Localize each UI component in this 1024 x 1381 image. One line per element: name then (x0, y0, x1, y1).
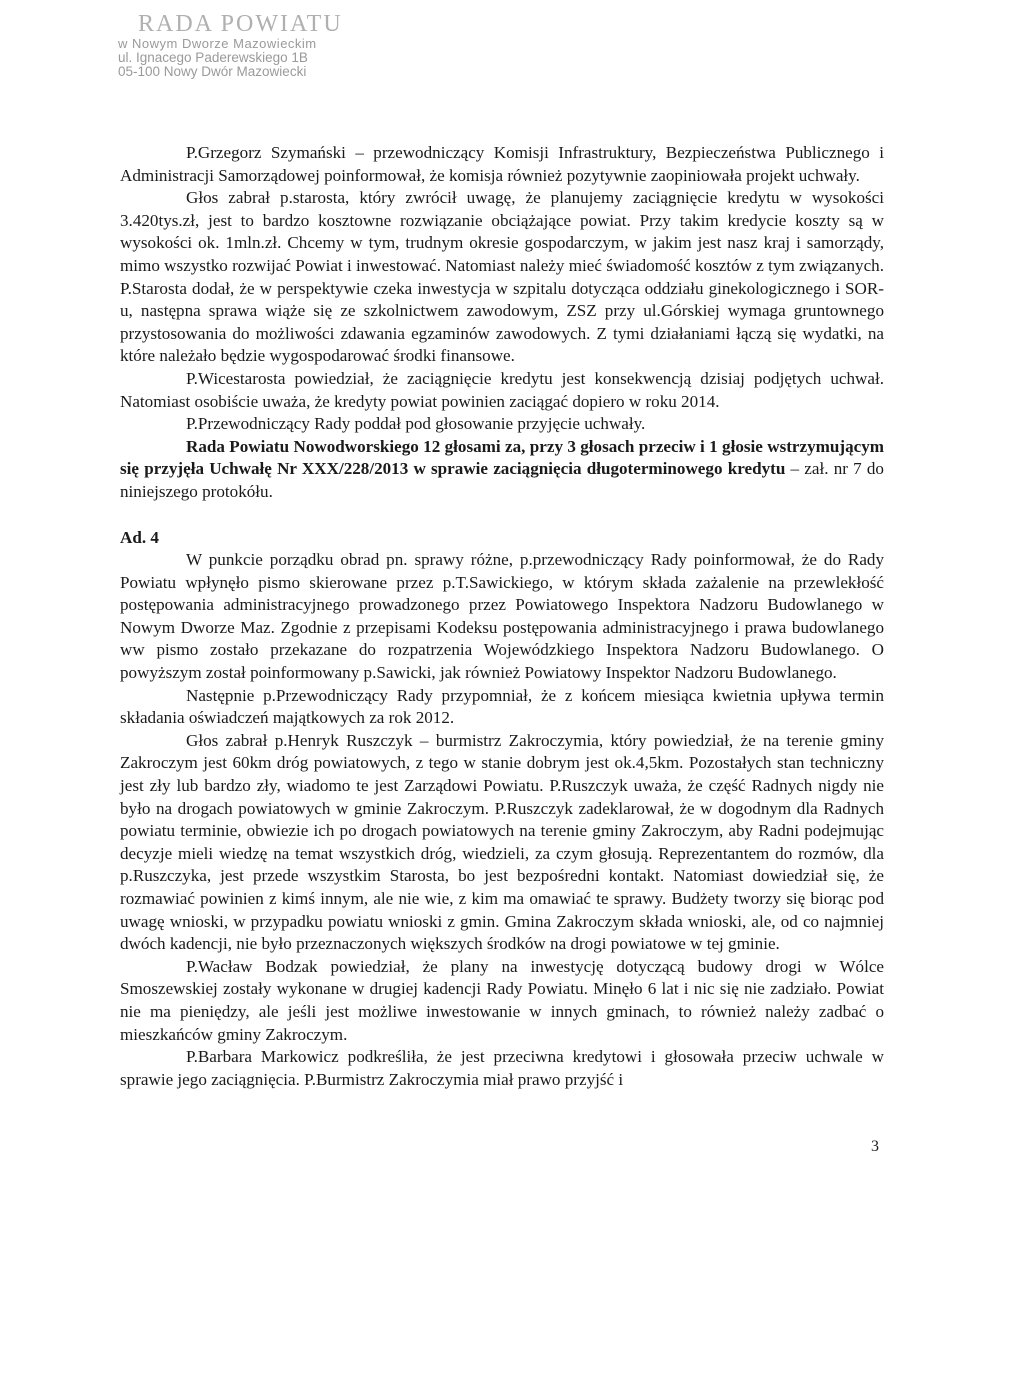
paragraph: P.Grzegorz Szymański – przewodniczący Komisji Infrastruktury, Bezpieczeństwa Publicznego i Administracji Samorządowej poinformował, że komisja również pozytywnie zaopiniowała projekt uchwały. (120, 143, 884, 185)
paragraph: W punkcie porządku obrad pn. sprawy różne, p.przewodniczący Rady poinformował, że do Rady Powiatu wpłynęło pismo skierowane przez p.T.Sawickiego, w którym składa zażalenie na przewlekłość postępowania administracyjnego prowadzonego przez Powiatowego Inspektora Nadzoru Budowlanego w Nowym Dworze Maz. Zgodnie z przepisami Kodeksu postępowania administracyjnego i prawa budowlanego ww pismo zostało przekazane do rozpatrzenia Wojewódzkiego Inspektora Nadzoru Budowlanego. O powyższym został poinformowany p.Sawicki, jak również Powiatowy Inspektor Nadzoru Budowlanego. (120, 550, 884, 683)
stamp-line-1: RADA POWIATU (138, 11, 343, 37)
paragraph: Głos zabrał p.starosta, który zwrócił uwagę, że planujemy zaciągnięcie kredytu w wysokości 3.420tys.zł, jest to bardzo kosztowne rozwiązanie obciążające powiat. Przy takim kredycie koszty są w wysokości ok. 1mln.zł. Chcemy w tym, trudnym okresie gospodarczym, w jakim jest nasz kraj i samorządy, mimo wszystko rozwijać Powiat i inwestować. Natomiast należy mieć świadomość kosztów z tym związanych. P.Starosta dodał, że w perspektywie czeka inwestycja w szpitalu dotycząca oddziału ginekologicznego i SOR-u, następna sprawa wiąże się ze szkolnictwem zawodowym, ZSZ przy ul.Górskiej wymaga gruntownego przystosowania do możliwości zdawania egzaminów zawodowych. Z tymi działaniami łączą się wydatki, na które należało będzie wygospodarować środki finansowe. (120, 188, 884, 366)
stamp-line-4: 05-100 Nowy Dwór Mazowiecki (118, 64, 307, 79)
document-body (120, 142, 884, 1091)
council-stamp (118, 12, 358, 79)
paragraph: Głos zabrał p.Henryk Ruszczyk – burmistrz Zakroczymia, który powiedział, że na terenie gminy Zakroczym jest 60km dróg powiatowych, z tego w stanie dobrym jest ok.4,5km. Pozostałych stan techniczny jest zły lub bardzo zły, wiadomo te jest Zarządowi Powiatu. P.Ruszczyk uważa, że część Radnych nigdy nie było na drogach powiatowych w gminie Zakroczym. P.Ruszczyk zadeklarował, że w dogodnym dla Radnych powiatu terminie, obwiezie ich po drogach powiatowych na terenie gminy Zakroczym, aby Radni podejmując decyzje mieli wiedzę na temat wszystkich dróg, wiedzieli, za czym głosują. Reprezentantem do rozmów, dla p.Ruszczyka, jest przede wszystkim Starosta, bo jest bezpośredni kontakt. Natomiast dowiedział się, że rozmawiać powinien z kimś innym, ale nie wie, z kim ma omawiać te sprawy. Budżety tworzy się biorąc pod uwagę wnioski, w przypadku powiatu wnioski z gmin. Gmina Zakroczym składa wnioski, ale, od co najmniej dwóch kadencji, nie było przeznaczonych większych środków na drogi powiatowe w tej gminie. (120, 730, 884, 954)
paragraph: P.Barbara Markowicz podkreśliła, że jest przeciwna kredytowi i głosowała przeciw uchwale w sprawie jego zaciągnięcia. P.Burmistrz Zakroczymia miał prawo przyjść i (120, 1047, 884, 1089)
stamp-line-2: w Nowym Dworze Mazowieckim (118, 36, 317, 52)
stamp-line-3: ul. Ignacego Paderewskiego 1B (118, 49, 308, 65)
resolution-paragraph (120, 436, 884, 504)
page-number: 3 (871, 1138, 879, 1155)
paragraph: P.Wacław Bodzak powiedział, że plany na inwestycję dotyczącą budowy drogi w Wólce Smoszewskiej zostały wykonane w drugiej kadencji Rady Powiatu. Minęło 6 lat i nic się nie zadziało. Powiat nie ma pieniędzy, ale jeśli jest możliwe inwestowanie w innych gminach, to również należy zadbać o mieszkańców gminy Zakroczym. (120, 956, 884, 1044)
spacer (120, 504, 884, 527)
paragraph: P.Przewodniczący Rady poddał pod głosowanie przyjęcie uchwały. (186, 414, 646, 434)
resolution-attachment-note: – zał. nr 7 do niniejszego protokółu. (120, 459, 884, 501)
resolution-bold-text: Rada Powiatu Nowodworskiego 12 głosami za, przy 3 głosach przeciw i 1 głosie wstrzymującym się przyjęła Uchwałę Nr XXX/228/2013 w sprawie zaciągnięcia długoterminowego kredytu (120, 436, 884, 479)
paragraph: P.Wicestarosta powiedział, że zaciągnięcie kredytu jest konsekwencją dzisiaj podjętych uchwał. Natomiast osobiście uważa, że kredyty powiat powinien zaciągać dopiero w roku 2014. (120, 368, 884, 411)
section-heading: Ad. 4 (120, 527, 159, 547)
paragraph: Następnie p.Przewodniczący Rady przypomniał, że z końcem miesiąca kwietnia upływa termin składania oświadczeń majątkowych za rok 2012. (120, 685, 884, 728)
